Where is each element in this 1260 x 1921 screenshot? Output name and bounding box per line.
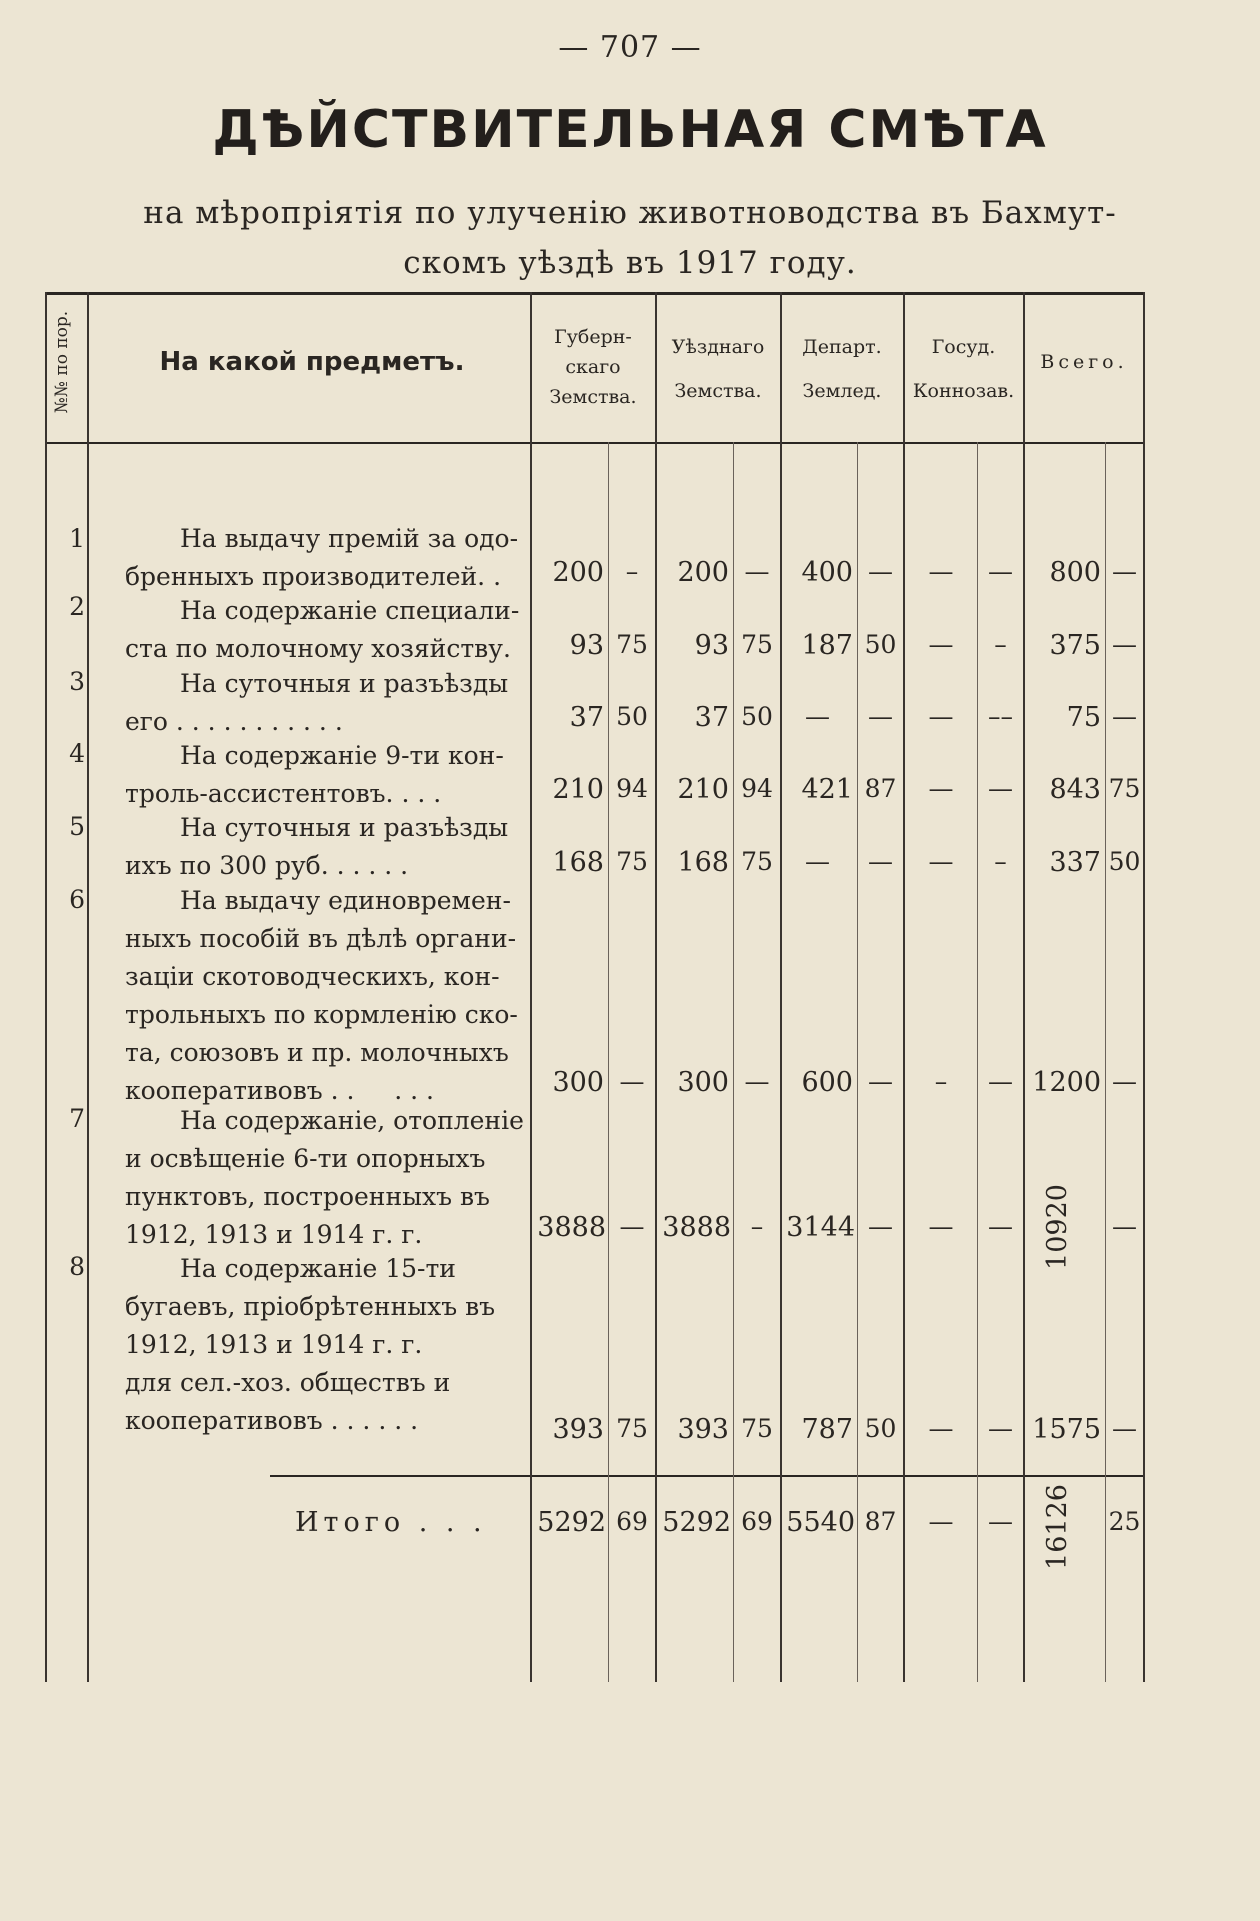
row-6-uezd-rub: 300 bbox=[677, 1067, 729, 1098]
row-8-uezd-rub: 393 bbox=[677, 1414, 729, 1445]
kop-rule-tot bbox=[1105, 442, 1106, 1682]
row-8-gos-kop: — bbox=[988, 1414, 1013, 1443]
row-5-dep-kop: — bbox=[868, 847, 893, 876]
row-5-gos-kop: – bbox=[994, 847, 1007, 876]
rule-gub bbox=[655, 292, 657, 1682]
row-1-gub-rub: 200 bbox=[552, 557, 604, 588]
row-5-total-kop: 50 bbox=[1108, 847, 1141, 876]
row-7-total-kop: — bbox=[1112, 1212, 1137, 1241]
row-8-total-kop: — bbox=[1112, 1414, 1137, 1443]
row-7-dep-kop: — bbox=[868, 1212, 893, 1241]
rule-dep bbox=[903, 292, 905, 1682]
kop-rule-dep bbox=[857, 442, 858, 1682]
row-6-total-kop: — bbox=[1112, 1067, 1137, 1096]
header-gub: Губерн- скаго Земства. bbox=[549, 326, 637, 408]
row-1-gos-rub: — bbox=[928, 557, 954, 586]
row-2-dep-kop: 50 bbox=[864, 630, 897, 659]
row-8-gub-kop: 75 bbox=[616, 1414, 648, 1443]
rule-left bbox=[45, 292, 47, 1682]
kop-rule-uezd bbox=[733, 442, 734, 1682]
header-number: №№ по пор. bbox=[52, 310, 72, 414]
row-1-uezd-rub: 200 bbox=[677, 557, 729, 588]
row-1-number: 1 bbox=[69, 524, 85, 553]
row-4-gub-rub: 210 bbox=[552, 774, 604, 805]
row-5-description: На суточныя и разъѣзды ихъ по 300 руб. . . . . . bbox=[125, 813, 509, 880]
row-2-total-kop: — bbox=[1112, 630, 1137, 659]
row-4-dep-rub: 421 bbox=[801, 774, 853, 805]
kop-rule-gub bbox=[608, 442, 609, 1682]
row-2-dep-rub: 187 bbox=[801, 630, 853, 661]
rule-gos bbox=[1023, 292, 1025, 1682]
row-5-gub-kop: 75 bbox=[616, 847, 648, 876]
row-5-gos-rub: — bbox=[928, 847, 954, 876]
total-top-rule bbox=[270, 1475, 1145, 1477]
row-6-dep-kop: — bbox=[868, 1067, 893, 1096]
total-total-rub: 16126 bbox=[1042, 1484, 1073, 1570]
row-3-uezd-kop: 50 bbox=[741, 702, 773, 731]
rule-right bbox=[1143, 292, 1145, 1682]
row-4-total-kop: 75 bbox=[1108, 774, 1141, 803]
subtitle bbox=[75, 188, 1185, 288]
row-4-gos-kop: — bbox=[988, 774, 1013, 803]
total-gos-rub: — bbox=[928, 1507, 954, 1536]
row-5-uezd-rub: 168 bbox=[677, 847, 729, 878]
row-2-gos-rub: — bbox=[928, 630, 954, 659]
row-3-total-kop: — bbox=[1112, 702, 1137, 731]
row-7-uezd-kop: – bbox=[750, 1212, 764, 1241]
row-6-dep-rub: 600 bbox=[801, 1067, 853, 1098]
row-3-gub-rub: 37 bbox=[569, 702, 604, 733]
subtitle-line-2: скомъ уѣздѣ въ 1917 году. bbox=[403, 245, 857, 281]
row-4-total-rub: 843 bbox=[1049, 774, 1101, 805]
row-7-gub-kop: — bbox=[619, 1212, 645, 1241]
row-3-uezd-rub: 37 bbox=[694, 702, 729, 733]
row-3-total-rub: 75 bbox=[1066, 702, 1101, 733]
row-7-number: 7 bbox=[69, 1104, 85, 1133]
total-dep-kop: 87 bbox=[864, 1507, 897, 1536]
row-2-description: На содержаніе специали- ста по молочному хозяйству. bbox=[125, 596, 520, 663]
row-1-description: На выдачу премій за одо- бренныхъ производителей. . bbox=[125, 524, 519, 591]
row-3-dep-rub: — bbox=[805, 702, 830, 731]
page-title: ДѢЙСТВИТЕЛЬНАЯ СМѢТА bbox=[212, 100, 1048, 160]
row-8-dep-kop: 50 bbox=[864, 1414, 897, 1443]
row-3-gos-kop: –– bbox=[988, 702, 1013, 731]
row-8-uezd-kop: 75 bbox=[741, 1414, 773, 1443]
row-6-gos-kop: — bbox=[988, 1067, 1013, 1096]
row-4-uezd-kop: 94 bbox=[741, 774, 773, 803]
row-4-gub-kop: 94 bbox=[616, 774, 648, 803]
row-8-gub-rub: 393 bbox=[552, 1414, 604, 1445]
row-3-gub-kop: 50 bbox=[616, 702, 648, 731]
row-4-gos-rub: — bbox=[928, 774, 954, 803]
row-1-gub-kop: – bbox=[625, 557, 639, 586]
row-6-uezd-kop: — bbox=[744, 1067, 770, 1096]
kop-rule-gos bbox=[977, 442, 978, 1682]
row-7-uezd-rub: 3888 bbox=[662, 1212, 731, 1243]
row-7-total-rub: 10920 bbox=[1042, 1184, 1073, 1270]
row-6-gub-rub: 300 bbox=[552, 1067, 604, 1098]
row-2-gub-rub: 93 bbox=[569, 630, 604, 661]
row-2-gub-kop: 75 bbox=[616, 630, 648, 659]
page-number: — 707 — bbox=[558, 30, 702, 65]
row-4-dep-kop: 87 bbox=[864, 774, 897, 803]
row-3-gos-rub: — bbox=[928, 702, 954, 731]
row-3-description: На суточныя и разъѣзды его . . . . . . . . . . . bbox=[125, 669, 509, 736]
row-3-dep-kop: — bbox=[868, 702, 893, 731]
row-8-total-rub: 1575 bbox=[1032, 1414, 1101, 1445]
row-1-dep-kop: — bbox=[868, 557, 893, 586]
row-7-gos-rub: — bbox=[928, 1212, 954, 1241]
row-2-number: 2 bbox=[69, 592, 85, 621]
row-6-total-rub: 1200 bbox=[1032, 1067, 1101, 1098]
table-top-rule bbox=[45, 292, 1145, 295]
row-8-number: 8 bbox=[69, 1252, 85, 1281]
row-1-uezd-kop: — bbox=[744, 557, 770, 586]
row-6-number: 6 bbox=[69, 885, 85, 914]
row-1-gos-kop: — bbox=[988, 557, 1013, 586]
total-uezd-rub: 5292 bbox=[662, 1507, 731, 1538]
header-subject: На какой предметъ. bbox=[159, 347, 465, 377]
row-1-total-rub: 800 bbox=[1049, 557, 1101, 588]
row-6-gos-rub: – bbox=[934, 1067, 948, 1096]
row-8-description: На содержаніе 15-ти бугаевъ, пріобрѣтенныхъ въ 1912, 1913 и 1914 г. г. для сел.-хоз. обществъ и кооперативовъ . . . . . . bbox=[125, 1254, 496, 1435]
row-7-dep-rub: 3144 bbox=[786, 1212, 855, 1243]
total-gub-kop: 69 bbox=[616, 1507, 648, 1536]
row-2-total-rub: 375 bbox=[1049, 630, 1101, 661]
row-6-description: На выдачу единовремен- ныхъ пособій въ дѣлѣ органи- заціи скотоводческихъ, кон- трольныхъ по кормленію ско- та, союзовъ и пр. молочныхъ кооперативовъ . . . . . bbox=[125, 886, 518, 1105]
row-5-dep-rub: — bbox=[805, 847, 830, 876]
header-dep: Департ. Землед. bbox=[802, 336, 882, 402]
row-3-number: 3 bbox=[69, 667, 85, 696]
row-8-gos-rub: — bbox=[928, 1414, 954, 1443]
row-2-uezd-rub: 93 bbox=[694, 630, 729, 661]
row-1-total-kop: — bbox=[1112, 557, 1137, 586]
total-label: Итого . . . bbox=[295, 1507, 487, 1538]
total-uezd-kop: 69 bbox=[741, 1507, 773, 1536]
total-gub-rub: 5292 bbox=[537, 1507, 606, 1538]
header-gos: Госуд. Коннозав. bbox=[912, 336, 1015, 402]
header-total: Всего. bbox=[1040, 351, 1128, 373]
header-bottom-rule bbox=[45, 442, 1145, 444]
rule-uezd bbox=[780, 292, 782, 1682]
row-2-gos-kop: – bbox=[994, 630, 1007, 659]
row-5-number: 5 bbox=[69, 812, 85, 841]
total-total-kop: 25 bbox=[1108, 1507, 1141, 1536]
row-5-uezd-kop: 75 bbox=[741, 847, 773, 876]
rule-num bbox=[87, 292, 89, 1682]
row-5-total-rub: 337 bbox=[1049, 847, 1101, 878]
subtitle-line-1: на мѣропріятія по улученію животноводства въ Бахмут- bbox=[143, 195, 1117, 231]
total-gos-kop: — bbox=[988, 1507, 1013, 1536]
row-7-gub-rub: 3888 bbox=[537, 1212, 606, 1243]
row-5-gub-rub: 168 bbox=[552, 847, 604, 878]
row-6-gub-kop: — bbox=[619, 1067, 645, 1096]
header-uezd: Уѣзднаго Земства. bbox=[671, 336, 765, 402]
row-4-description: На содержаніе 9-ти кон- троль-ассистентовъ. . . . bbox=[125, 741, 504, 808]
estimate-table bbox=[45, 292, 1145, 1682]
row-4-uezd-rub: 210 bbox=[677, 774, 729, 805]
row-8-dep-rub: 787 bbox=[801, 1414, 853, 1445]
row-7-description: На содержаніе, отопленіе и освѣщеніе 6-ти опорныхъ пунктовъ, построенныхъ въ 1912, 1913 и 1914 г. г. bbox=[125, 1106, 524, 1249]
row-2-uezd-kop: 75 bbox=[741, 630, 773, 659]
row-4-number: 4 bbox=[69, 739, 85, 768]
row-7-gos-kop: — bbox=[988, 1212, 1013, 1241]
row-1-dep-rub: 400 bbox=[801, 557, 853, 588]
total-dep-rub: 5540 bbox=[786, 1507, 855, 1538]
